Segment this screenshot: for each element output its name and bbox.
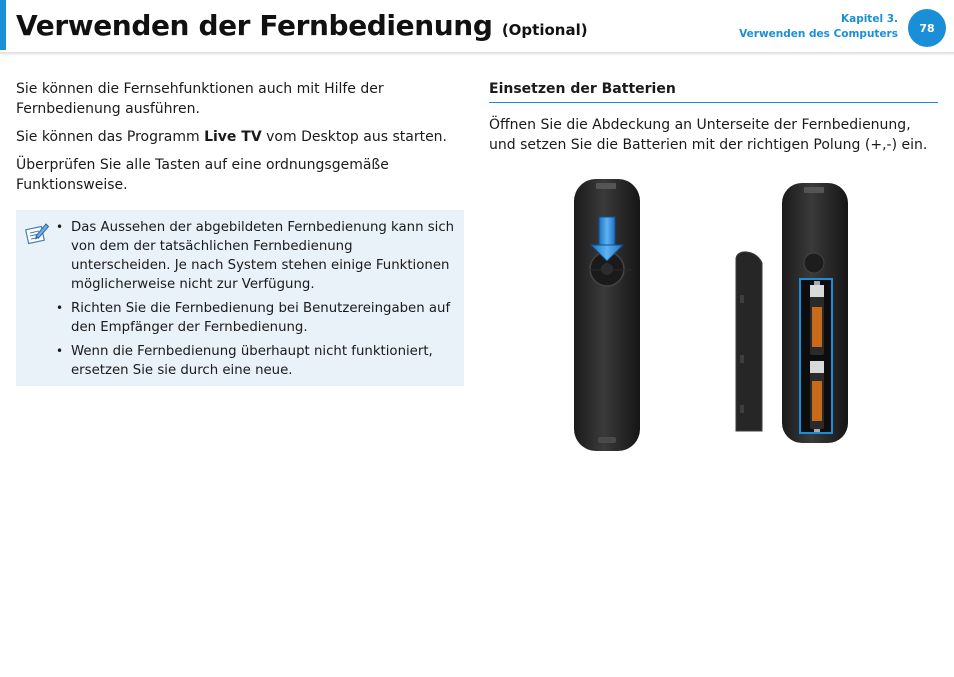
note-item-1: • Das Aussehen der abgebildeten Fernbedienung kann sich von dem der tatsächlichen Fernbedienung unterscheiden. Je nach System stehen einige Funktionen möglicherweise nicht zur Verfügung. [54, 218, 456, 294]
page-title-text: Verwenden der Fernbedienung [16, 9, 493, 42]
page-title [16, 9, 588, 42]
battery-section-title: Einsetzen der Batterien [489, 79, 938, 103]
note-list [54, 218, 456, 385]
header-divider [0, 52, 954, 56]
header-accent-bar [0, 0, 6, 50]
note-item-3: • Wenn die Fernbedienung überhaupt nicht funktioniert, ersetzen Sie sie durch eine neue. [54, 342, 456, 380]
intro-paragraph-3: Überprüfen Sie alle Tasten auf eine ordnungsgemäße Funktionsweise. [16, 157, 389, 193]
page-title-suffix: (Optional) [501, 21, 588, 39]
page-number-badge: 78 [908, 9, 946, 47]
intro-paragraph-2-end: vom Desktop aus starten. [261, 129, 448, 145]
chapter-title: Verwenden des Computers [739, 28, 898, 40]
battery-column [489, 79, 938, 163]
battery-cover [736, 252, 762, 431]
intro-paragraph-2-start: Sie können das Programm [16, 129, 205, 145]
chapter-label [739, 12, 898, 42]
live-tv-program-name: Live TV [204, 129, 262, 145]
battery-aa-icon [810, 281, 824, 355]
battery-aa-icon-2 [810, 361, 824, 432]
note-item-2: • Richten Sie die Fernbedienung bei Benutzereingaben auf den Empfänger der Fernbedienung. [54, 299, 456, 337]
note-box [16, 210, 464, 386]
note-pencil-icon [24, 220, 50, 246]
remote-battery-illustration [560, 175, 860, 460]
intro-paragraph-2 [16, 127, 456, 147]
battery-instructions: Öffnen Sie die Abdeckung an Unterseite der Fernbedienung, und setzen Sie die Batterien mit der richtigen Polung (+,-) ein. [489, 117, 928, 153]
intro-paragraph-1: Sie können die Fernsehfunktionen auch mit Hilfe der Fernbedienung ausführen. [16, 81, 384, 117]
chapter-number: Kapitel 3. [840, 13, 898, 25]
intro-column [16, 79, 456, 203]
